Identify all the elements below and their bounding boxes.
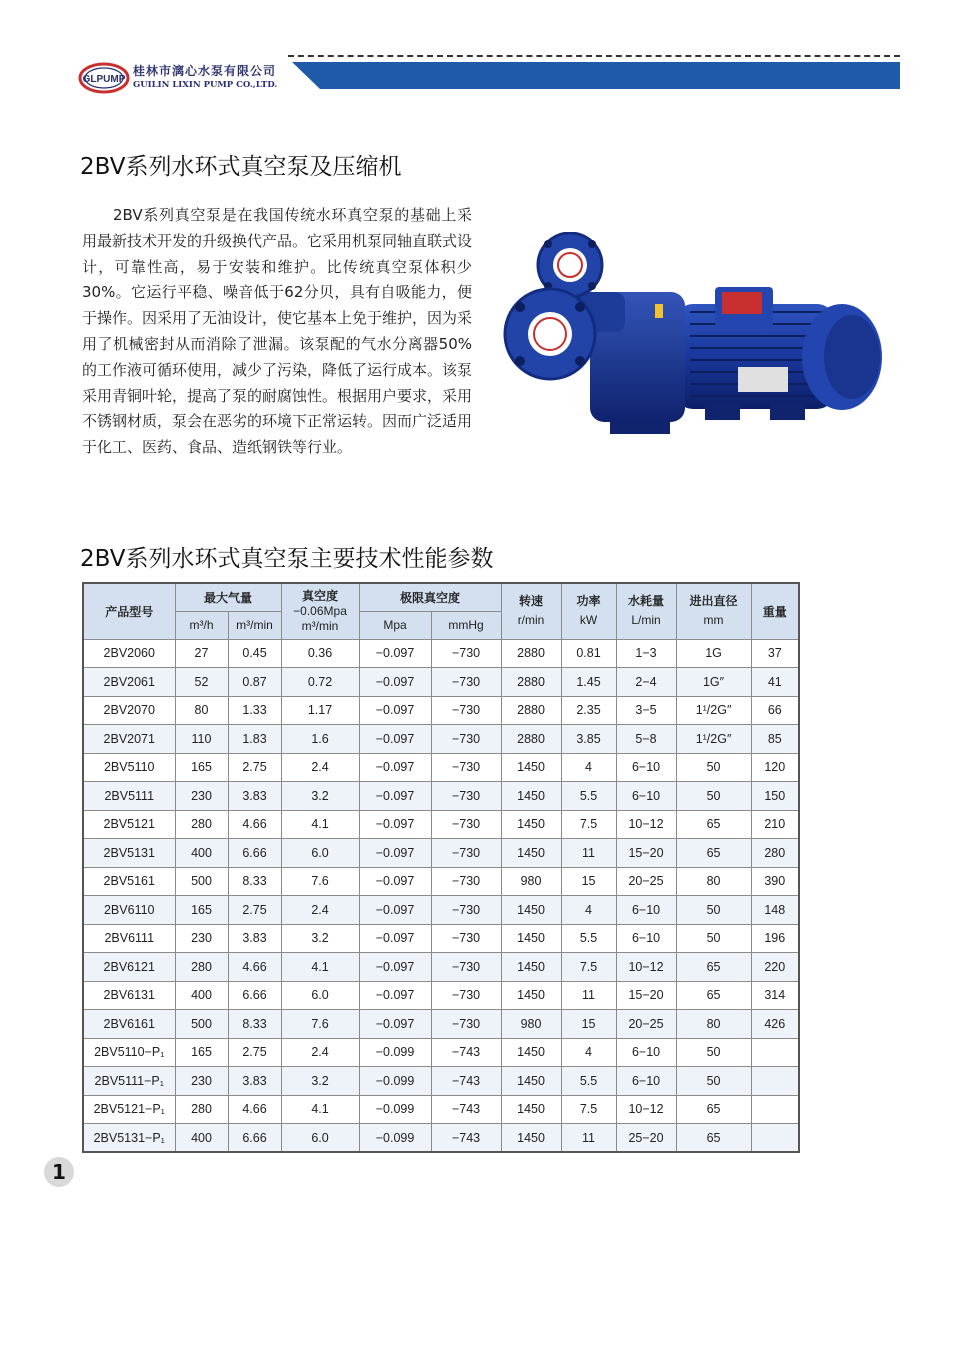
table-cell: 280 xyxy=(175,810,228,839)
table-cell: −0.097 xyxy=(359,668,431,697)
table-cell: 50 xyxy=(676,753,751,782)
table-cell: 4.1 xyxy=(281,1095,359,1124)
table-cell: −730 xyxy=(431,839,501,868)
table-cell: 6.66 xyxy=(228,1124,281,1153)
table-cell: 5.5 xyxy=(561,924,616,953)
table-row xyxy=(83,639,799,668)
table-cell: 7.6 xyxy=(281,867,359,896)
table-cell: −0.099 xyxy=(359,1124,431,1153)
table-cell: 230 xyxy=(175,782,228,811)
table-cell: 0.81 xyxy=(561,639,616,668)
header-diameter xyxy=(676,583,751,639)
table-cell: 2BV5161 xyxy=(83,867,175,896)
table-cell: −0.097 xyxy=(359,753,431,782)
specs-table-body xyxy=(83,639,799,1152)
table-cell: 85 xyxy=(751,725,799,754)
table-cell: −0.097 xyxy=(359,810,431,839)
table-cell: 5.5 xyxy=(561,782,616,811)
table-cell: 50 xyxy=(676,896,751,925)
table-cell: 980 xyxy=(501,1010,561,1039)
table-cell: 150 xyxy=(751,782,799,811)
table-row xyxy=(83,1095,799,1124)
table-cell: 6−10 xyxy=(616,782,676,811)
table-cell: 3.2 xyxy=(281,782,359,811)
table-cell: 10−12 xyxy=(616,1095,676,1124)
table-cell: 41 xyxy=(751,668,799,697)
table-cell: 7.5 xyxy=(561,953,616,982)
table-cell: 1¹/2G″ xyxy=(676,696,751,725)
table-cell: 1450 xyxy=(501,924,561,953)
table-cell: 6−10 xyxy=(616,1038,676,1067)
table-cell: 1G″ xyxy=(676,668,751,697)
table-cell: 80 xyxy=(676,1010,751,1039)
section-title-intro: 2BV系列水环式真空泵及压缩机 xyxy=(80,154,402,180)
table-cell: 4.66 xyxy=(228,810,281,839)
table-cell: 2.35 xyxy=(561,696,616,725)
company-logo xyxy=(78,62,130,94)
table-cell: 4 xyxy=(561,753,616,782)
table-cell: 20−25 xyxy=(616,867,676,896)
header-speed-label: 转速 xyxy=(519,594,544,609)
table-cell: −730 xyxy=(431,924,501,953)
header-vacuum-line1: 真空度 xyxy=(302,588,339,603)
table-cell: 52 xyxy=(175,668,228,697)
table-cell: −0.097 xyxy=(359,896,431,925)
table-cell: 2BV6110 xyxy=(83,896,175,925)
table-cell: −0.097 xyxy=(359,1010,431,1039)
table-cell: 2.4 xyxy=(281,1038,359,1067)
header-max-air-m3h: m³/h xyxy=(175,611,228,639)
table-cell: −0.097 xyxy=(359,782,431,811)
table-cell: 2BV2071 xyxy=(83,725,175,754)
table-cell: 11 xyxy=(561,839,616,868)
table-cell: 210 xyxy=(751,810,799,839)
table-cell: −0.097 xyxy=(359,867,431,896)
table-cell: 400 xyxy=(175,839,228,868)
table-cell: 165 xyxy=(175,1038,228,1067)
table-cell: −0.097 xyxy=(359,924,431,953)
table-cell: 220 xyxy=(751,953,799,982)
table-cell: 2880 xyxy=(501,668,561,697)
intro-text: 2BV系列真空泵是在我国传统水环真空泵的基础上采用最新技术开发的升级换代产品。它采用机泵同轴直联式设计，可靠性高，易于安装和维护。比传统真空泵体积少30%。它运行平稳、噪音低于62分贝，具有自吸能力，便于操作。因采用了无油设计，使它基本上免于维护，因为采用了机械密封从而消除了泄漏。该泵配的气水分离器50%的工作液可循环使用，减少了污染，降低了运行成本。该泵采用青铜叶轮，提高了泵的耐腐蚀性。根据用户要求，采用不锈钢材质，泵会在恶劣的环境下正常运转。因而广泛适用于化工、医药、食品、造纸钢铁等行业。 xyxy=(82,206,473,457)
table-cell: 2BV5110 xyxy=(83,753,175,782)
header-diameter-unit: mm xyxy=(703,613,724,628)
table-row xyxy=(83,810,799,839)
table-cell: 2BV2061 xyxy=(83,668,175,697)
table-cell: 2880 xyxy=(501,696,561,725)
table-row xyxy=(83,782,799,811)
table-cell: −730 xyxy=(431,782,501,811)
table-cell: −730 xyxy=(431,981,501,1010)
table-cell: 80 xyxy=(175,696,228,725)
table-cell: 2.75 xyxy=(228,753,281,782)
table-cell: 11 xyxy=(561,1124,616,1153)
table-cell: 1450 xyxy=(501,1038,561,1067)
table-cell: 50 xyxy=(676,1038,751,1067)
header-power-unit: kW xyxy=(579,613,598,628)
table-cell: 280 xyxy=(751,839,799,868)
table-cell: 65 xyxy=(676,981,751,1010)
table-cell: −730 xyxy=(431,810,501,839)
header-vacuum-line3: m³/min xyxy=(301,618,339,633)
table-cell: 1450 xyxy=(501,839,561,868)
table-cell: 3−5 xyxy=(616,696,676,725)
table-cell: 165 xyxy=(175,753,228,782)
table-row xyxy=(83,924,799,953)
table-cell: −0.097 xyxy=(359,981,431,1010)
table-cell: −730 xyxy=(431,867,501,896)
table-cell: 7.6 xyxy=(281,1010,359,1039)
table-row xyxy=(83,1010,799,1039)
header-band xyxy=(292,62,900,89)
table-cell: −0.099 xyxy=(359,1067,431,1096)
table-cell: 2BV5121−P₁ xyxy=(83,1095,175,1124)
table-cell: 50 xyxy=(676,924,751,953)
table-cell: 1.83 xyxy=(228,725,281,754)
table-row xyxy=(83,1124,799,1153)
header-diameter-label: 进出直径 xyxy=(689,594,738,609)
table-cell: 314 xyxy=(751,981,799,1010)
table-cell: −730 xyxy=(431,753,501,782)
table-row xyxy=(83,725,799,754)
table-cell: 6−10 xyxy=(616,1067,676,1096)
table-cell: 37 xyxy=(751,639,799,668)
table-cell: 0.87 xyxy=(228,668,281,697)
table-cell: 15 xyxy=(561,867,616,896)
table-cell xyxy=(751,1095,799,1124)
specs-table xyxy=(82,582,800,1153)
table-row xyxy=(83,1067,799,1096)
table-cell: 1450 xyxy=(501,782,561,811)
table-cell: 2−4 xyxy=(616,668,676,697)
table-cell: 2BV5111−P₁ xyxy=(83,1067,175,1096)
table-cell xyxy=(751,1038,799,1067)
table-cell: 80 xyxy=(676,867,751,896)
table-cell: 2BV2060 xyxy=(83,639,175,668)
table-cell: 5−8 xyxy=(616,725,676,754)
header-weight: 重量 xyxy=(751,583,799,639)
table-cell: 2BV6121 xyxy=(83,953,175,982)
table-cell: −0.097 xyxy=(359,839,431,868)
table-row xyxy=(83,953,799,982)
table-cell: 50 xyxy=(676,1067,751,1096)
table-cell: 1450 xyxy=(501,1124,561,1153)
table-cell: 400 xyxy=(175,981,228,1010)
table-row xyxy=(83,981,799,1010)
table-cell: 3.83 xyxy=(228,782,281,811)
table-cell: −730 xyxy=(431,668,501,697)
header-speed-unit: r/min xyxy=(517,613,545,628)
table-cell: 11 xyxy=(561,981,616,1010)
table-cell: 6.0 xyxy=(281,1124,359,1153)
table-cell: 3.2 xyxy=(281,1067,359,1096)
table-cell: 3.85 xyxy=(561,725,616,754)
table-cell: −743 xyxy=(431,1124,501,1153)
header-water-unit: L/min xyxy=(631,613,661,628)
table-cell: 1−3 xyxy=(616,639,676,668)
table-cell: 2BV5131 xyxy=(83,839,175,868)
table-cell xyxy=(751,1067,799,1096)
table-cell: 110 xyxy=(175,725,228,754)
table-cell: 1450 xyxy=(501,896,561,925)
table-row xyxy=(83,753,799,782)
table-cell: 65 xyxy=(676,953,751,982)
table-cell: 2BV5131−P₁ xyxy=(83,1124,175,1153)
table-cell: 1450 xyxy=(501,1095,561,1124)
table-cell: 280 xyxy=(175,1095,228,1124)
table-cell: 6−10 xyxy=(616,753,676,782)
table-cell: 4 xyxy=(561,1038,616,1067)
table-cell: 1450 xyxy=(501,810,561,839)
header-water xyxy=(616,583,676,639)
logo-text: GLPUMP xyxy=(82,74,126,85)
header-limit-mmhg: mmHg xyxy=(431,611,501,639)
table-row xyxy=(83,867,799,896)
table-cell: 230 xyxy=(175,1067,228,1096)
header-vacuum-line2: −0.06Mpa xyxy=(293,603,347,618)
table-cell: 66 xyxy=(751,696,799,725)
table-cell: −730 xyxy=(431,1010,501,1039)
table-cell: 3.2 xyxy=(281,924,359,953)
table-cell: 0.72 xyxy=(281,668,359,697)
table-cell: 15 xyxy=(561,1010,616,1039)
table-cell: 50 xyxy=(676,782,751,811)
header-vacuum xyxy=(281,583,359,639)
table-cell: 3.83 xyxy=(228,924,281,953)
table-cell: 15−20 xyxy=(616,981,676,1010)
table-cell: 148 xyxy=(751,896,799,925)
table-cell: 2BV5121 xyxy=(83,810,175,839)
table-cell: 8.33 xyxy=(228,1010,281,1039)
header-power-label: 功率 xyxy=(576,594,601,609)
table-cell: −730 xyxy=(431,725,501,754)
table-cell: 280 xyxy=(175,953,228,982)
table-cell: 1450 xyxy=(501,953,561,982)
table-row xyxy=(83,696,799,725)
table-cell: 1.17 xyxy=(281,696,359,725)
table-cell: −0.097 xyxy=(359,639,431,668)
header-limit-mpa: Mpa xyxy=(359,611,431,639)
table-cell: 10−12 xyxy=(616,810,676,839)
table-row xyxy=(83,896,799,925)
table-cell: 65 xyxy=(676,810,751,839)
company-name-en: GUILIN LIXIN PUMP CO.,LTD. xyxy=(133,80,278,90)
table-cell: 1.45 xyxy=(561,668,616,697)
table-cell: 65 xyxy=(676,1095,751,1124)
table-cell: 165 xyxy=(175,896,228,925)
table-cell: 1.6 xyxy=(281,725,359,754)
header-model: 产品型号 xyxy=(83,583,175,639)
table-cell: 196 xyxy=(751,924,799,953)
table-cell: 2.75 xyxy=(228,896,281,925)
table-cell: 2BV2070 xyxy=(83,696,175,725)
table-cell: −730 xyxy=(431,696,501,725)
table-cell: 2BV5111 xyxy=(83,782,175,811)
table-cell: 1450 xyxy=(501,981,561,1010)
header-speed xyxy=(501,583,561,639)
vacuum-pump-image xyxy=(500,232,885,442)
table-cell: 20−25 xyxy=(616,1010,676,1039)
header-power xyxy=(561,583,616,639)
table-cell: 4.66 xyxy=(228,1095,281,1124)
table-row xyxy=(83,668,799,697)
table-cell: −730 xyxy=(431,953,501,982)
table-cell: 6.66 xyxy=(228,839,281,868)
header-dashed-rule xyxy=(288,55,900,57)
table-cell: 65 xyxy=(676,1124,751,1153)
table-cell: −0.097 xyxy=(359,696,431,725)
section-title-specs: 2BV系列水环式真空泵主要技术性能参数 xyxy=(80,546,494,572)
table-cell: 1.33 xyxy=(228,696,281,725)
table-cell: −743 xyxy=(431,1038,501,1067)
table-cell: 10−12 xyxy=(616,953,676,982)
table-cell: 2BV6111 xyxy=(83,924,175,953)
table-cell: −0.099 xyxy=(359,1038,431,1067)
table-cell: 2880 xyxy=(501,725,561,754)
table-cell: 2.4 xyxy=(281,896,359,925)
table-cell: 0.45 xyxy=(228,639,281,668)
table-cell xyxy=(751,1124,799,1153)
table-row xyxy=(83,1038,799,1067)
table-cell: 2.4 xyxy=(281,753,359,782)
table-cell: −730 xyxy=(431,896,501,925)
table-cell: 120 xyxy=(751,753,799,782)
header-max-air: 最大气量 xyxy=(175,583,281,611)
table-cell: −0.099 xyxy=(359,1095,431,1124)
table-cell: 4.66 xyxy=(228,953,281,982)
table-cell: −0.097 xyxy=(359,725,431,754)
table-cell: 6.66 xyxy=(228,981,281,1010)
table-cell: −743 xyxy=(431,1095,501,1124)
company-name-cn: 桂林市漓心水泵有限公司 xyxy=(133,64,277,78)
header-max-air-m3min: m³/min xyxy=(228,611,281,639)
table-cell: 500 xyxy=(175,867,228,896)
table-cell: 390 xyxy=(751,867,799,896)
header-limit-vacuum: 极限真空度 xyxy=(359,583,501,611)
table-cell: 4 xyxy=(561,896,616,925)
table-cell: 6.0 xyxy=(281,839,359,868)
table-cell: −730 xyxy=(431,639,501,668)
intro-paragraph xyxy=(82,203,472,461)
table-cell: 400 xyxy=(175,1124,228,1153)
table-cell: 1450 xyxy=(501,1067,561,1096)
table-cell: 4.1 xyxy=(281,953,359,982)
table-cell: 2880 xyxy=(501,639,561,668)
table-cell: 500 xyxy=(175,1010,228,1039)
table-cell: 7.5 xyxy=(561,1095,616,1124)
table-cell: 7.5 xyxy=(561,810,616,839)
table-cell: 1G xyxy=(676,639,751,668)
table-cell: 0.36 xyxy=(281,639,359,668)
table-cell: 426 xyxy=(751,1010,799,1039)
table-cell: 5.5 xyxy=(561,1067,616,1096)
page-number: 1 xyxy=(44,1157,74,1187)
table-cell: 6.0 xyxy=(281,981,359,1010)
table-cell: 8.33 xyxy=(228,867,281,896)
table-cell: 27 xyxy=(175,639,228,668)
table-cell: 2BV5110−P₁ xyxy=(83,1038,175,1067)
table-cell: 1450 xyxy=(501,753,561,782)
table-cell: 1¹/2G″ xyxy=(676,725,751,754)
table-row xyxy=(83,839,799,868)
table-cell: 25−20 xyxy=(616,1124,676,1153)
table-cell: 3.83 xyxy=(228,1067,281,1096)
table-cell: −0.097 xyxy=(359,953,431,982)
table-cell: 65 xyxy=(676,839,751,868)
table-cell: 230 xyxy=(175,924,228,953)
table-cell: 6−10 xyxy=(616,896,676,925)
table-cell: −743 xyxy=(431,1067,501,1096)
table-cell: 2BV6131 xyxy=(83,981,175,1010)
table-cell: 15−20 xyxy=(616,839,676,868)
table-cell: 2.75 xyxy=(228,1038,281,1067)
table-cell: 980 xyxy=(501,867,561,896)
header-water-label: 水耗量 xyxy=(628,594,665,609)
table-cell: 4.1 xyxy=(281,810,359,839)
table-cell: 6−10 xyxy=(616,924,676,953)
table-cell: 2BV6161 xyxy=(83,1010,175,1039)
